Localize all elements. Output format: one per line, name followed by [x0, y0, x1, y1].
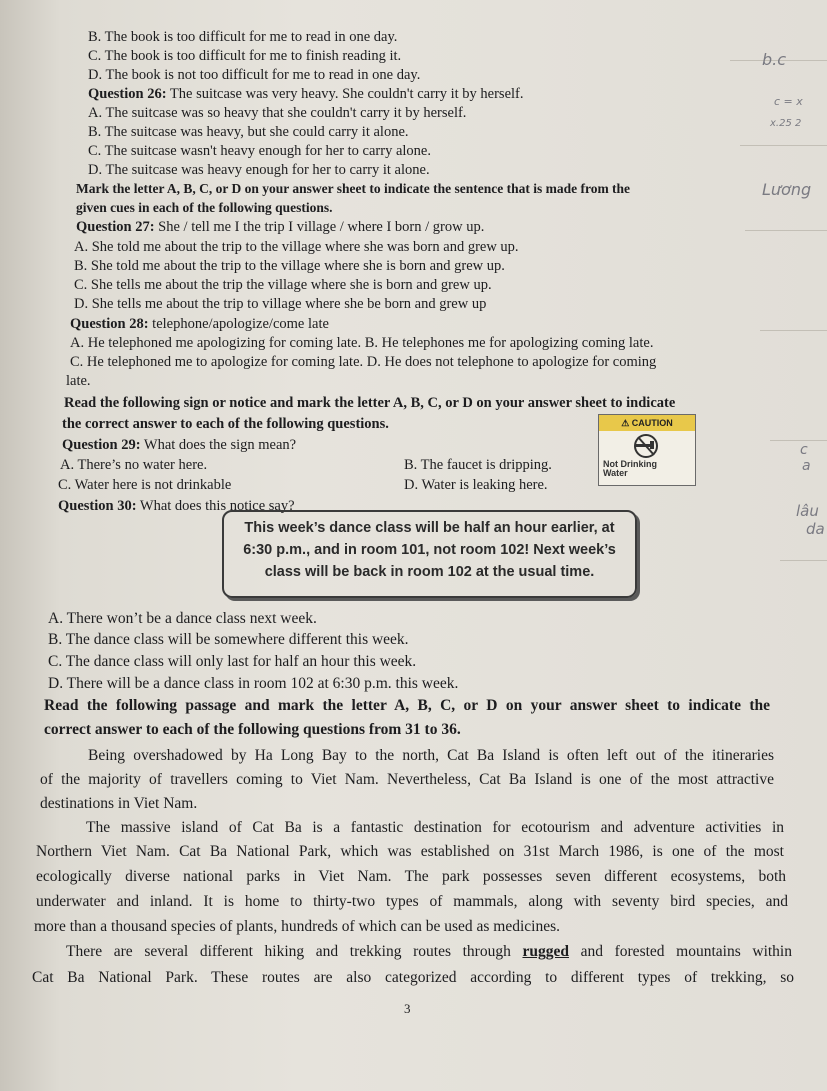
margin-rule: [740, 145, 827, 146]
q27-label: Question 27:: [76, 219, 155, 235]
q29-option-d: D. Water is leaking here.: [404, 477, 548, 493]
q30-option-a: A. There won’t be a dance class next week.: [48, 610, 317, 627]
q29-option-c: C. Water here is not drinkable: [58, 477, 232, 493]
q30-option-d: D. There will be a dance class in room 102 at 6:30 p.m. this week.: [48, 675, 459, 692]
margin-note: c: [800, 442, 808, 458]
q26-option-c: C. The suitcase wasn't heavy enough for her to carry alone.: [88, 143, 431, 159]
passage-p1-line1: Being overshadowed by Ha Long Bay to the north, Cat Ba Island is often left out of the itineraries: [88, 747, 774, 764]
q29-option-b: B. The faucet is dripping.: [404, 457, 552, 473]
passage-p3-text-b: and forested mountains within: [568, 943, 792, 960]
section-instruction-cues-2: given cues in each of the following questions.: [76, 200, 333, 215]
passage-p3-line1: [66, 943, 792, 961]
q28-options-cd-cont: late.: [66, 373, 91, 389]
q26-text: The suitcase was very heavy. She couldn't carry it by herself.: [166, 86, 524, 102]
margin-note: Lương: [762, 180, 812, 199]
q25-option-c: C. The book is too difficult for me to finish reading it.: [88, 48, 402, 64]
passage-p2-line3: ecologically diverse national parks in Viet Nam. The park possesses seven different ecosystems, both: [36, 868, 786, 885]
margin-note: c = x: [774, 95, 803, 108]
passage-p2-line5: more than a thousand species of plants, hundreds of which can be used as medicines.: [34, 918, 560, 935]
section-instruction-sign-2: the correct answer to each of the following questions.: [62, 416, 389, 432]
margin-rule: [760, 330, 827, 331]
q27-stem: [76, 218, 484, 236]
notice-line-2: 6:30 p.m., and in room 101, not room 102! Next week’s: [243, 542, 616, 558]
passage-p2-line2: Northern Viet Nam. Cat Ba National Park, which was established on 31st March 1986, is one of the most: [36, 843, 784, 860]
caution-sign: [598, 414, 696, 486]
q28-stem: [70, 315, 329, 333]
margin-rule: [770, 440, 827, 441]
caution-text: [603, 460, 657, 478]
dance-class-notice: [222, 510, 637, 598]
passage-p2-line1: The massive island of Cat Ba is a fantastic destination for ecotourism and adventure activities in: [86, 819, 784, 836]
q26-option-b: B. The suitcase was heavy, but she could carry it alone.: [88, 124, 409, 140]
caution-text-line2: Water: [603, 468, 628, 478]
page-number: 3: [404, 1001, 411, 1016]
margin-note: b.c: [762, 50, 787, 69]
q28-label: Question 28:: [70, 316, 149, 332]
notice-line-1: This week’s dance class will be half an hour earlier, at: [244, 520, 615, 536]
q26-option-d: D. The suitcase was heavy enough for her to carry it alone.: [88, 162, 430, 178]
q25-option-d: D. The book is not too difficult for me to read in one day.: [88, 67, 421, 83]
margin-rule: [745, 230, 827, 231]
passage-p2-line4: underwater and inland. It is home to thirty-two types of mammals, along with seventy bird species, and: [36, 893, 788, 910]
section-instruction-passage-1: Read the following passage and mark the letter A, B, C, or D on your answer sheet to indicate the: [44, 697, 770, 714]
caution-header: ⚠ CAUTION: [599, 415, 695, 431]
q29-label: Question 29:: [62, 437, 141, 453]
passage-p1-line3: destinations in Viet Nam.: [40, 795, 198, 812]
q29-text: What does the sign mean?: [140, 437, 297, 453]
q27-option-c: C. She tells me about the trip the village where she is born and grew up.: [74, 277, 492, 293]
q27-option-a: A. She told me about the trip to the village where she was born and grew up.: [74, 239, 519, 255]
q25-option-b: B. The book is too difficult for me to read in one day.: [88, 29, 398, 45]
q30-text: What does this notice say?: [136, 498, 295, 514]
q29-stem: [62, 436, 296, 454]
q30-label: Question 30:: [58, 498, 137, 514]
section-instruction-sign-1: Read the following sign or notice and mark the letter A, B, C, or D on your answer sheet to indicate: [64, 395, 676, 411]
q27-text: She / tell me I the trip I village / where I born / grow up.: [154, 219, 485, 235]
q26-option-a: A. The suitcase was so heavy that she couldn't carry it by herself.: [88, 105, 467, 121]
section-instruction-cues-1: Mark the letter A, B, C, or D on your answer sheet to indicate the sentence that is made from the: [76, 181, 631, 196]
margin-note: x.25 2: [770, 118, 802, 129]
q30-option-b: B. The dance class will be somewhere different this week.: [48, 631, 409, 648]
section-instruction-passage-2: correct answer to each of the following questions from 31 to 36.: [44, 721, 461, 738]
q29-option-a: A. There’s no water here.: [60, 457, 208, 473]
margin-note: da: [806, 520, 825, 538]
no-drinking-tap-icon: [626, 433, 666, 459]
q26-label: Question 26:: [88, 86, 167, 102]
passage-p3-text-a: There are several different hiking and trekking routes through: [66, 943, 523, 960]
passage-p1-line2: of the majority of travellers coming to Viet Nam. Nevertheless, Cat Ba Island is one of the most attractive: [40, 771, 774, 788]
passage-keyword-rugged: rugged: [522, 943, 569, 960]
margin-rule: [780, 560, 827, 561]
margin-note: a: [802, 458, 811, 474]
q30-option-c: C. The dance class will only last for half an hour this week.: [48, 653, 417, 670]
passage-p3-line2: Cat Ba National Park. These routes are also categorized according to different types of trekking, so: [32, 969, 794, 986]
q26-stem: [88, 85, 524, 103]
q27-option-b: B. She told me about the trip to the village where she is born and grew up.: [74, 258, 505, 274]
q28-options-ab: A. He telephoned me apologizing for coming late. B. He telephones me for apologizing coming late.: [70, 335, 654, 351]
notice-line-3: class will be back in room 102 at the usual time.: [264, 564, 595, 580]
q27-option-d: D. She tells me about the trip to village where she be born and grew up: [74, 296, 487, 312]
q28-text: telephone/apologize/come late: [148, 316, 329, 332]
margin-note: lâu: [796, 502, 819, 520]
q28-options-cd: C. He telephoned me to apologize for coming late. D. He does not telephone to apologize for coming: [70, 354, 657, 370]
caution-text-line1: Not Drinking: [603, 459, 657, 469]
